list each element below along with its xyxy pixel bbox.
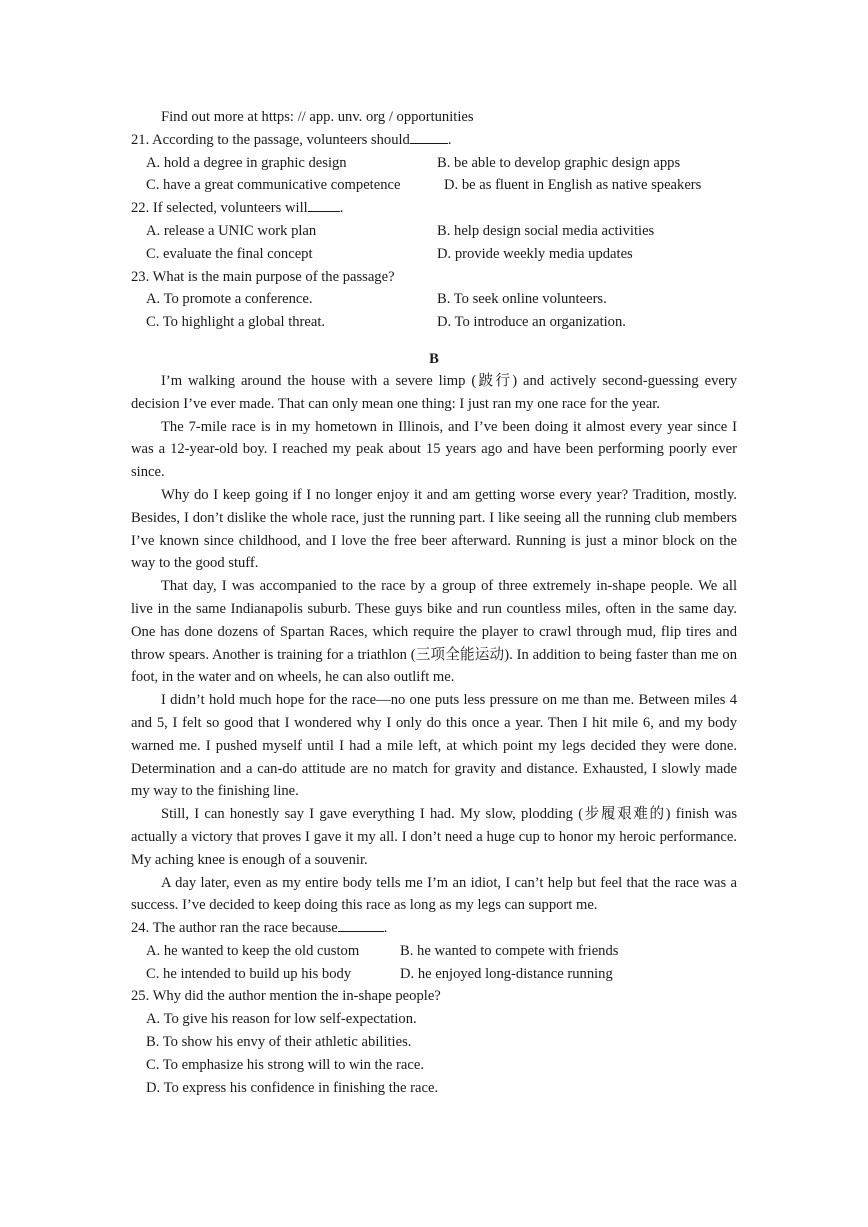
- option-a: A. release a UNIC work plan: [146, 222, 317, 239]
- option-a: A. he wanted to keep the old custom: [146, 942, 360, 959]
- question-23: 23. What is the main purpose of the passage?: [131, 268, 395, 285]
- passage-paragraph: The 7-mile race is in my hometown in Illinois, and I’ve been doing it almost every year since I was a 12-year-old boy. I reached my peak about 15 years ago and have been performing poorly ever since.: [131, 418, 737, 481]
- option-d: D. he enjoyed long-distance running: [400, 965, 613, 982]
- option-a: A. To promote a conference.: [146, 291, 313, 308]
- answer-blank: [410, 129, 448, 144]
- question-22-options-ab: [131, 220, 737, 243]
- option-c: C. he intended to build up his body: [146, 965, 352, 982]
- option-d: D. be as fluent in English as native speakers: [444, 177, 702, 194]
- option-b: B. To seek online volunteers.: [437, 291, 607, 308]
- option-a: A. To give his reason for low self-expectation.: [146, 1011, 417, 1028]
- question-21-options-ab: [131, 152, 737, 175]
- question-21-options-cd: [131, 174, 737, 197]
- option-b: B. To show his envy of their athletic abilities.: [146, 1034, 412, 1051]
- question-21-stem: 21. According to the passage, volunteers should: [131, 131, 410, 148]
- exam-page: [131, 106, 737, 1099]
- question-24-options-ab: [131, 940, 737, 963]
- question-23-options-ab: [131, 288, 737, 311]
- passage-paragraph: Why do I keep going if I no longer enjoy it and am getting worse every year? Tradition, mostly. Besides, I don’t dislike the whole race, just the running part. I like seeing all the running club members I’ve known since childhood, and I love the free beer afterward. Running is just a minor block on the way to the good stuff.: [131, 486, 737, 572]
- option-c: C. To emphasize his strong will to win the race.: [146, 1056, 424, 1073]
- question-22-stem: 22. If selected, volunteers will: [131, 200, 308, 217]
- option-a: A. hold a degree in graphic design: [146, 154, 347, 171]
- passage-paragraph: That day, I was accompanied to the race by a group of three extremely in-shape people. We all live in the same Indianapolis suburb. These guys bike and run countless miles, often in the same day. One has done dozens of Spartan Races, which require the player to crawl through mud, flip tires and throw spears. Another is training for a triathlon (三项全能运动). In addition to being faster than me on foot, in the water and on wheels, he can also outlift me.: [131, 578, 737, 686]
- question-23-options-cd: [131, 311, 737, 334]
- question-25: 25. Why did the author mention the in-shape people?: [131, 988, 441, 1005]
- option-c: C. To highlight a global threat.: [146, 314, 326, 331]
- question-24-stem: 24. The author ran the race because: [131, 920, 338, 937]
- answer-blank: [308, 197, 340, 212]
- option-b: B. be able to develop graphic design apps: [437, 154, 681, 171]
- question-21: 21. According to the passage, volunteers should .: [131, 129, 737, 152]
- answer-blank: [338, 917, 384, 932]
- option-d: D. To introduce an organization.: [437, 314, 626, 331]
- option-b: B. help design social media activities: [437, 222, 655, 239]
- option-b: B. he wanted to compete with friends: [400, 942, 619, 959]
- option-d: D. provide weekly media updates: [437, 245, 633, 262]
- passage: [131, 370, 737, 917]
- section-heading: B: [429, 350, 439, 367]
- passage-paragraph: Still, I can honestly say I gave everything I had. My slow, plodding (步履艰难的) finish was actually a victory that proves I gave it my all. I don’t need a huge cup to honor my heroic performance. My aching knee is enough of a souvenir.: [131, 806, 737, 868]
- question-24-options-cd: [131, 963, 737, 986]
- question-22-options-cd: [131, 243, 737, 266]
- passage-paragraph: I didn’t hold much hope for the race—no one puts less pressure on me than me. Between miles 4 and 5, I felt so good that I wondered why I only do this once a year. Then I hit mile 6, and my body warned me. I pushed myself until I had a mile left, at which point my legs decided they were done. Determination and a can-do attitude are no match for gravity and distance. Exhausted, I slowly made my way to the finishing line.: [131, 692, 737, 800]
- option-d: D. To express his confidence in finishing the race.: [146, 1079, 439, 1096]
- question-24: 24. The author ran the race because .: [131, 917, 737, 940]
- question-22: 22. If selected, volunteers will .: [131, 197, 737, 220]
- option-c: C. evaluate the final concept: [146, 245, 313, 262]
- passage-paragraph: A day later, even as my entire body tells me I’m an idiot, I can’t help but feel that the race was a success. I’ve decided to keep doing this race as long as my legs can support me.: [131, 874, 737, 914]
- option-c: C. have a great communicative competence: [146, 177, 401, 194]
- passage-paragraph: I’m walking around the house with a severe limp (跛行) and actively second-guessing every decision I’ve ever made. That can only mean one thing: I just ran my one race for the year.: [131, 372, 737, 412]
- intro-link: Find out more at https: // app. unv. org / opportunities: [161, 109, 474, 125]
